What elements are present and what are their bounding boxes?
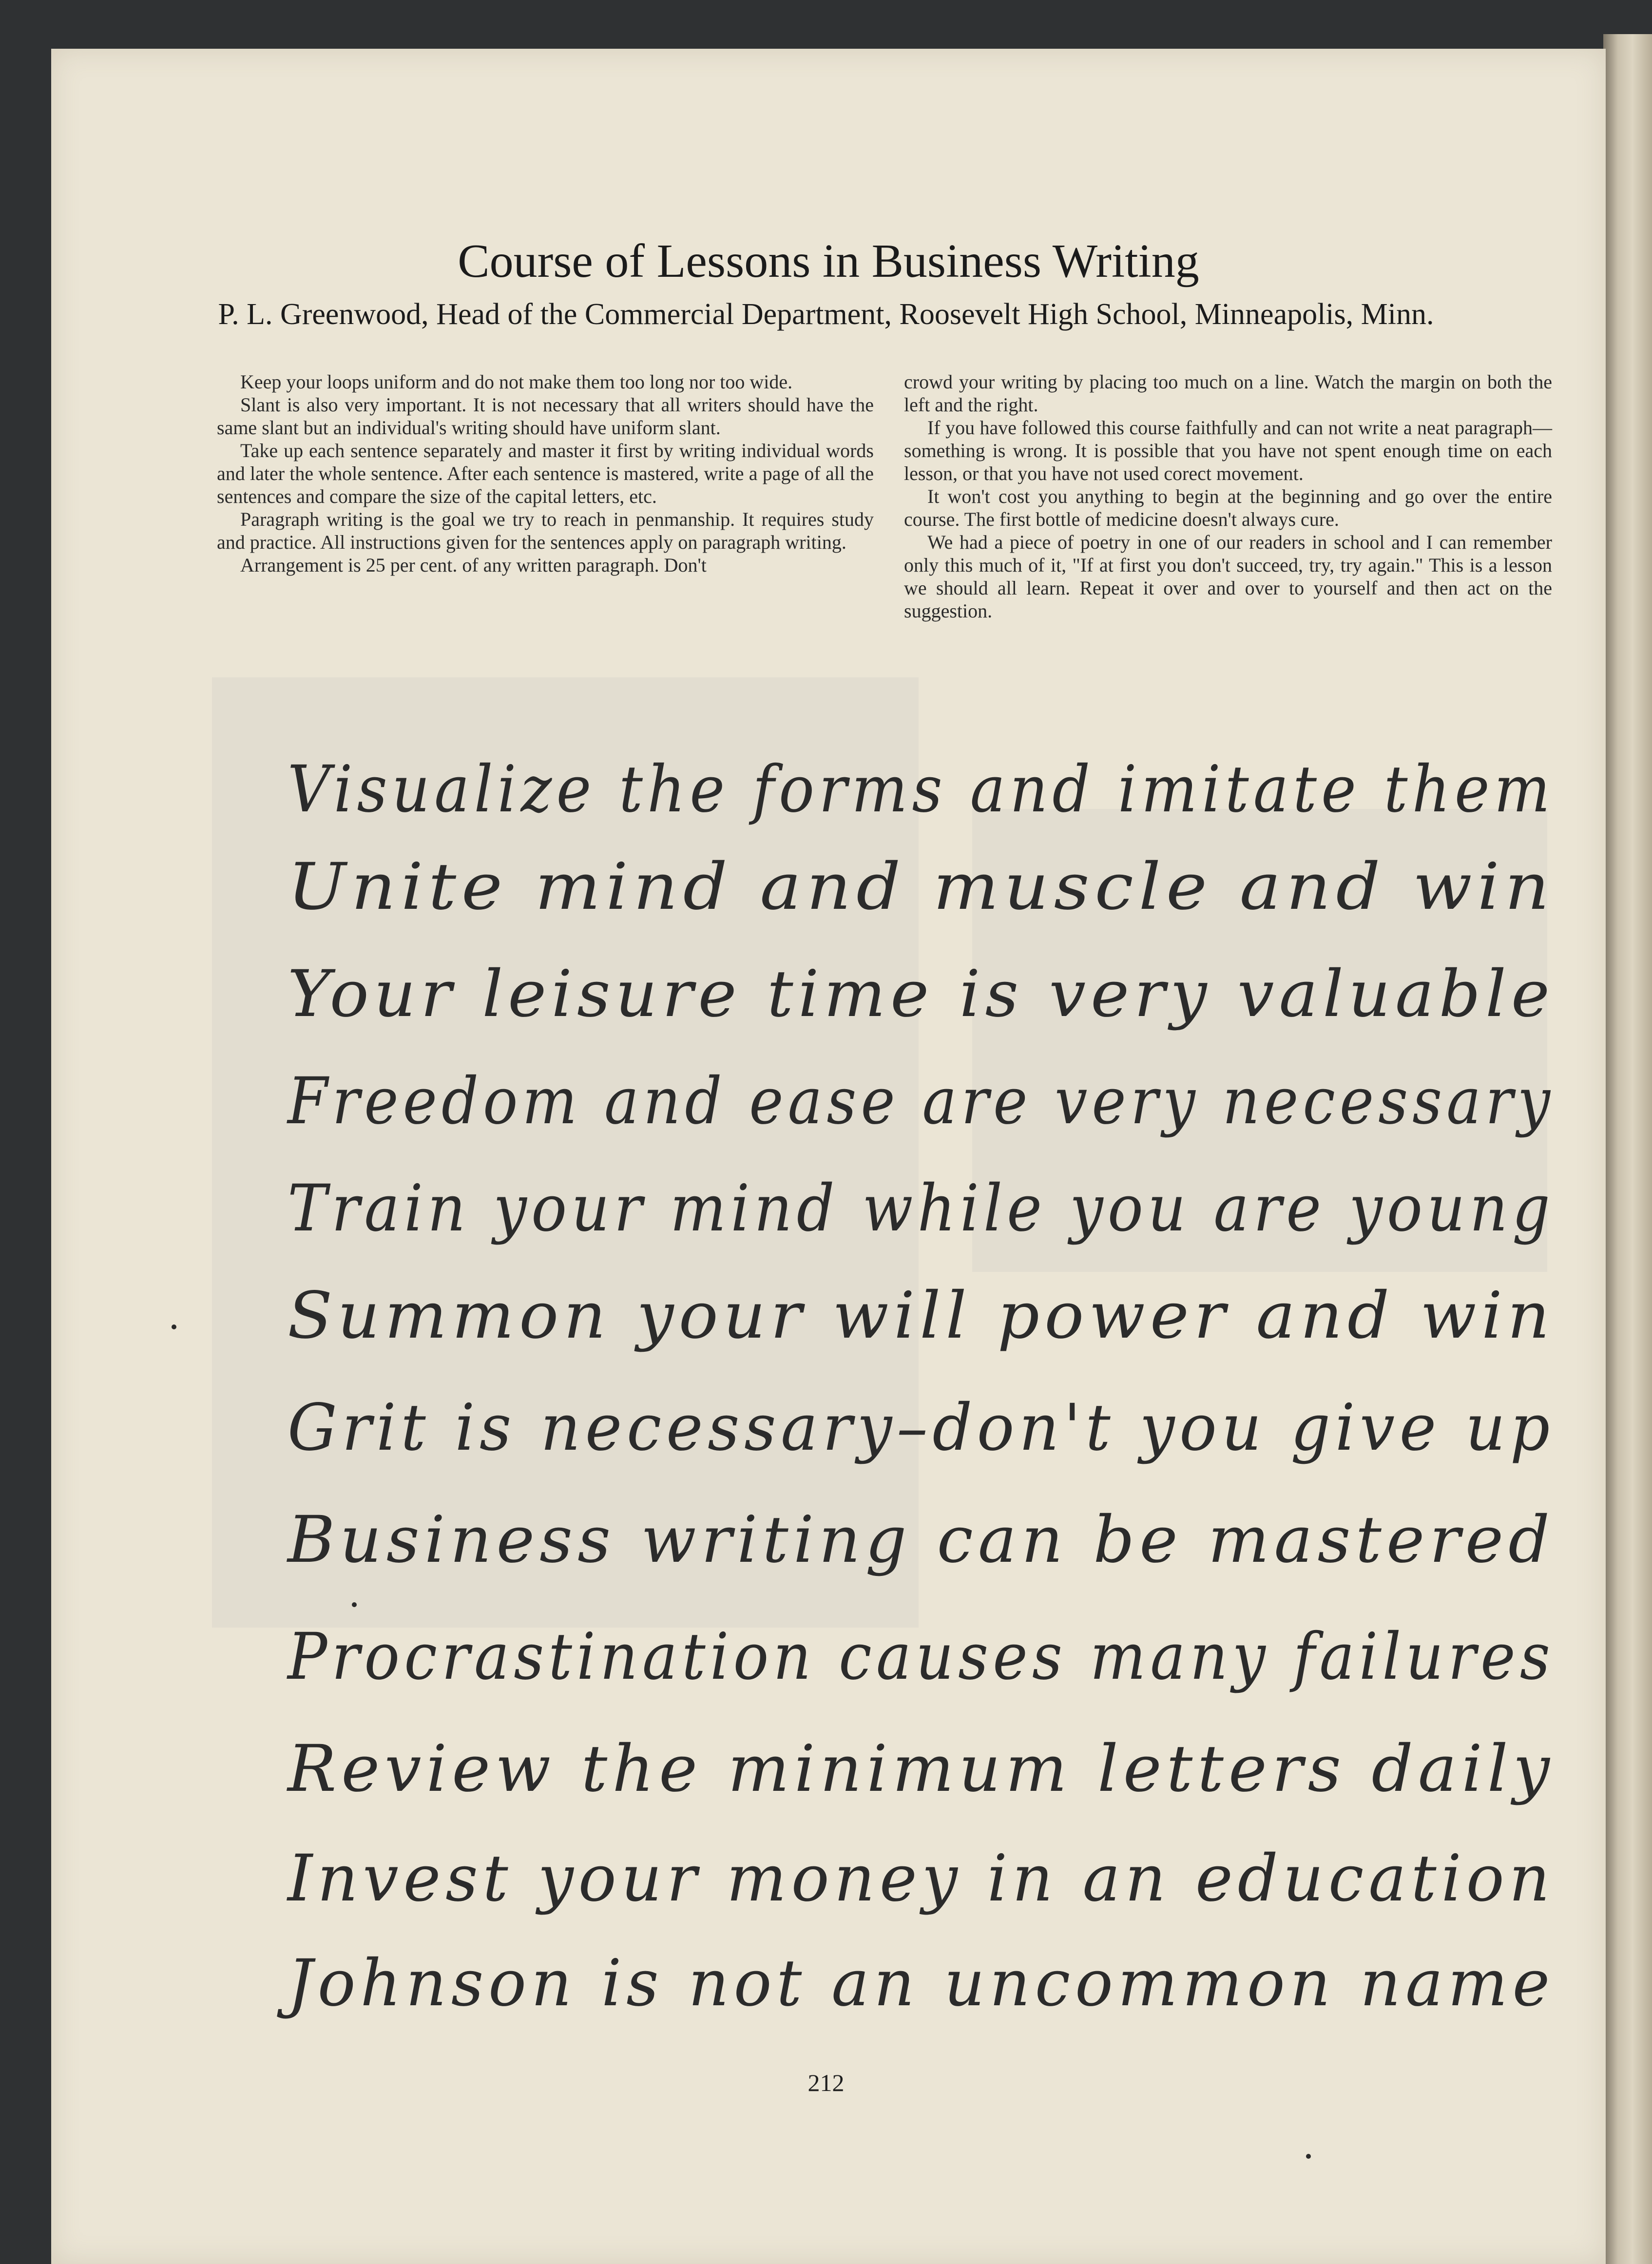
article-byline: P. L. Greenwood, Head of the Commercial Department, Roosevelt High School, Minneapolis, Minn. — [218, 298, 1434, 331]
script-line: Your leisure time is very valuable — [288, 957, 1555, 1032]
paragraph: Arrangement is 25 per cent. of any written paragraph. Don't — [240, 554, 707, 576]
paragraph: Take up each sentence separately and master it first by writing individual words and later the whole sentence. After each sentence is mastered, write a page of all the sentences and compare the size of the capital letters, etc. — [217, 440, 874, 507]
script-line: Business writing can be mastered — [288, 1502, 1555, 1577]
article-title: Course of Lessons in Business Writing — [458, 235, 1199, 288]
page-number: 212 — [807, 2069, 845, 2096]
paragraph: Paragraph writing is the goal we try to reach in penmanship. It requires study and practice. All instructions given for the sentences apply on paragraph writing. — [217, 508, 874, 553]
script-line: Freedom and ease are very necessary — [288, 1064, 1555, 1139]
script-line: Visualize the forms and imitate them — [288, 752, 1555, 827]
ink-speck — [172, 1324, 176, 1329]
paragraph: Slant is also very important. It is not necessary that all writers should have the same slant but an individual's writing should have uniform slant. — [217, 394, 874, 439]
script-line: Invest your money in an education — [288, 1841, 1555, 1916]
paragraph: crowd your writing by placing too much on a line. Watch the margin on both the left and the right. — [904, 371, 1552, 416]
paragraph: We had a piece of poetry in one of our readers in school and I can remember only this much of it, "If at first you don't succeed, try, try again." This is a lesson we should all learn. Repeat it over and over to yourself and then act on the suggestion. — [904, 531, 1552, 622]
paragraph: It won't cost you anything to begin at the beginning and go over the entire course. The first bottle of medicine doesn't always cure. — [904, 485, 1552, 530]
ink-speck — [1306, 2154, 1311, 2159]
script-line: Summon your will power and win — [288, 1278, 1555, 1353]
script-line: Johnson is not an uncommon name — [288, 1946, 1555, 2021]
paragraph: Keep your loops uniform and do not make them too long nor too wide. — [240, 371, 793, 393]
script-line: Review the minimum letters daily — [288, 1731, 1555, 1806]
ink-speck — [352, 1602, 357, 1607]
script-line: Train your mind while you are young — [288, 1171, 1555, 1246]
paragraph: If you have followed this course faithfully and can not write a neat paragraph—something is wrong. It is possible that you have not spent enough time on each lesson, or that you have not used corect movement. — [904, 417, 1552, 484]
script-line: Procrastination causes many failures — [288, 1619, 1555, 1694]
script-line: Grit is necessary–don't you give up — [288, 1390, 1555, 1465]
script-line: Unite mind and muscle and win — [288, 849, 1555, 924]
